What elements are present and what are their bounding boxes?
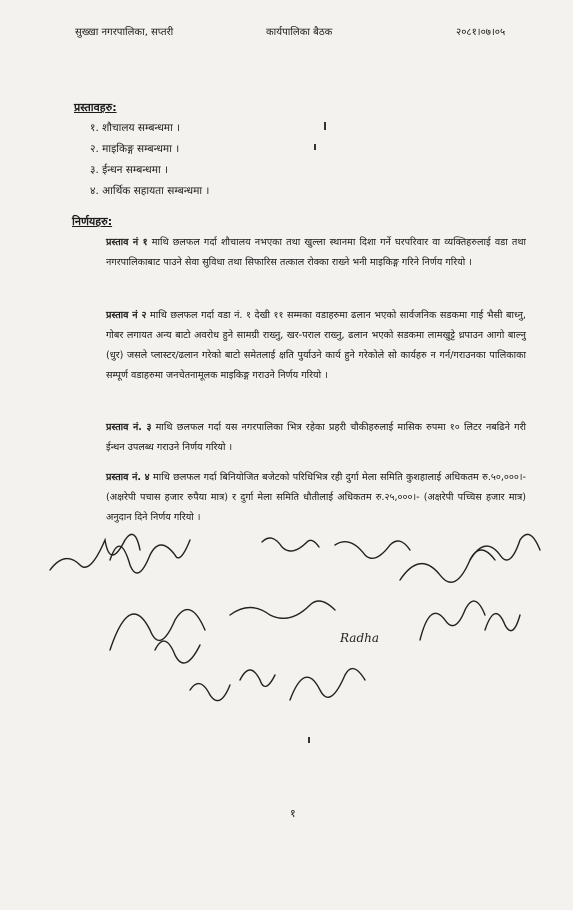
meeting-title: कार्यपालिका बैठक [266, 27, 333, 38]
proposal-item: ३. ईन्धन सम्बन्धमा । [90, 164, 169, 176]
page-number: १ [290, 807, 296, 820]
decision-text: माथि छलफल गर्दा वडा नं. १ देखी ११ सम्मका वडाहरुमा ढलान भएको सार्वजनिक सडकमा गाई भैसी बाध्नु, गोबर लगायत अन्य बाटो अवरोध हुने सामग्री राख्नु, खर-पराल राख्नु, ढलान भएको सडकमा लामखुट्टे ध्रपाउन आगो बाल्नु (धुर) जसले प्लास्टर/ढलान गरेको बाटो समेतलाई क्षति पुर्याउने कार्य हुने गरेकोले सो कार्यहरु न गर्न/गराउनका पालिकाका सम्पूर्ण वडाहरुमा जनचेतनामूलक माइकिङ्ग गराउने निर्णय गरियो । [106, 310, 526, 381]
decisions-heading: निर्णयहरु: [72, 215, 113, 228]
signature [400, 550, 495, 582]
municipality-name: सुख्खा नगरपालिका, सप्तरी [75, 27, 174, 38]
stray-mark [314, 144, 316, 150]
signature [262, 538, 319, 551]
decision-paragraph [106, 468, 526, 528]
signature [485, 614, 520, 631]
decision-lead: प्रस्ताव नं १ [106, 237, 148, 248]
decision-paragraph [106, 306, 526, 386]
signature [240, 670, 275, 686]
decision-lead: प्रस्ताव नं. ४ [106, 472, 150, 483]
signature [230, 601, 335, 618]
decision-lead: प्रस्ताव नं २ [106, 310, 147, 321]
proposals-heading: प्रस्तावहरु: [74, 101, 117, 114]
stray-mark [324, 122, 326, 130]
decision-text: माथि छलफल गर्दा शौचालय नभएका तथा खुल्ला स्थानमा दिशा गर्ने घरपरिवार वा व्यक्तिहरुलाई वडा तथा नगरपालिकाबाट पाउने सेवा सुविधा तथा सिफारिस तत्काल रोक्का राख्ने भनी माइकिङ्ग गरिने निर्णय गरियो । [106, 237, 526, 268]
proposal-item: २. माइकिङ्ग सम्बन्धमा । [90, 143, 180, 155]
stray-mark [308, 737, 310, 743]
signature-name: Radha [340, 631, 380, 645]
signature [335, 541, 410, 558]
signatures-block [40, 520, 560, 760]
meeting-date: २०८१।०७।०५ [456, 27, 506, 38]
proposal-list [90, 118, 209, 202]
signature [290, 669, 365, 700]
decision-paragraph [106, 233, 526, 273]
decision-paragraph [106, 418, 526, 458]
decision-lead: प्रस्ताव नं. ३ [106, 422, 152, 433]
proposal-item: १. शौचालय सम्बन्धमा । [90, 122, 181, 134]
signature [155, 641, 200, 663]
signature [110, 610, 205, 650]
decision-text: माथि छलफल गर्दा यस नगरपालिका भित्र रहेका प्रहरी चौकीहरुलाई मासिक रुपमा १० लिटर नबढिने गरी ईन्धन उपलब्ध गराउने निर्णय गरियो । [106, 422, 526, 453]
signature [420, 601, 485, 640]
decision-text: माथि छलफल गर्दा बिनियोजित बजेटको परिधिभित्र रही दुर्गा मेला समिति कुशहालाई अधिकतम रु.५०,०००।- (अक्षरेपी पचास हजार रुपैया मात्र) र दुर्गा मेला समिति धौतीलाई अधिकतम रु.२५,०००।- (अक्षरेपी पच्चिस हजार मात्र) अनुदान दिने निर्णय गरियो । [106, 472, 526, 523]
signature [470, 534, 540, 560]
signature [190, 684, 230, 701]
signature [50, 534, 140, 570]
proposal-item: ४. आर्थिक सहायता सम्बन्धमा । [90, 185, 210, 197]
